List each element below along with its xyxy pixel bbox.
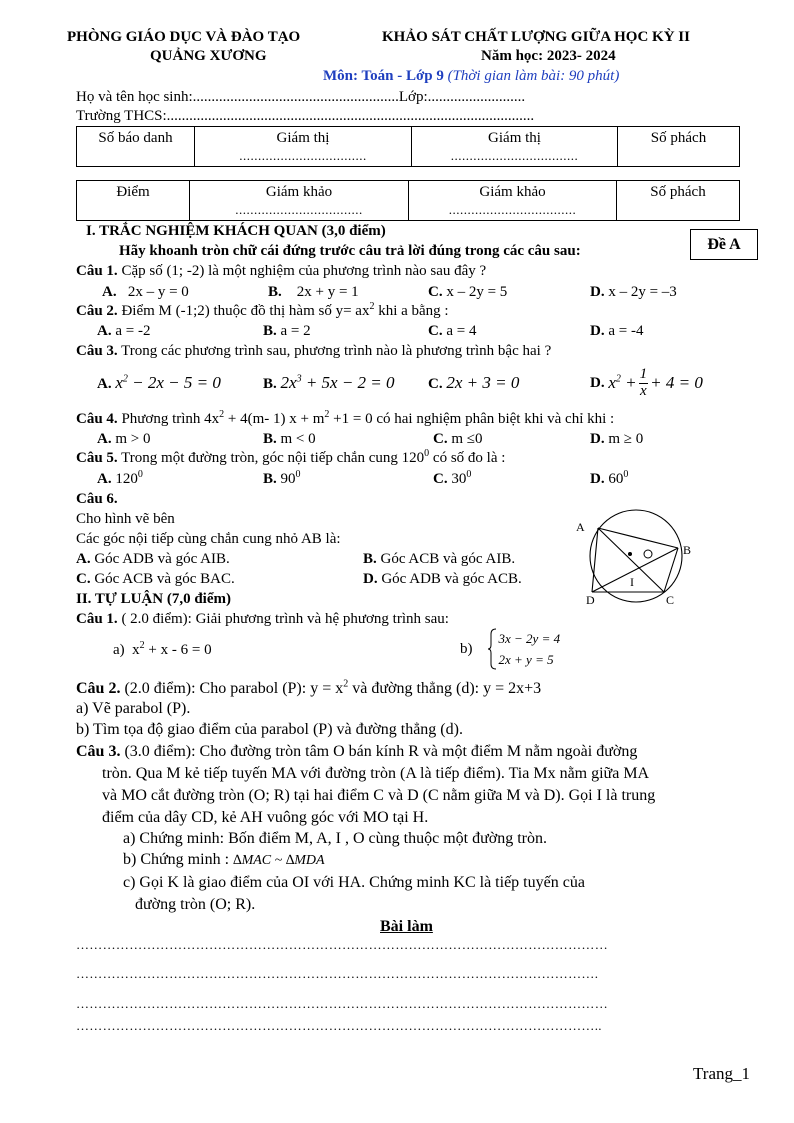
mc1-option-c: C. x – 2y = 5 <box>428 284 508 300</box>
mc3-option-d: D. $x^2$ + $\frac{1}{x}$ + 4 = 0 <box>590 365 703 399</box>
mc3-option-c: C. 2x + 3 = 0 <box>428 373 520 392</box>
essay2-part-a: a) Vẽ parabol (P). <box>76 700 191 717</box>
proctor-2-cell: Giám thị .................................. <box>412 127 618 167</box>
essay-question-3: Câu 3. (3.0 điểm): Cho đường tròn tâm O bán kính R và một điểm M nằm ngoài đường <box>76 743 638 760</box>
exam-title: KHẢO SÁT CHẤT LƯỢNG GIỮA HỌC KỲ II <box>382 29 690 45</box>
mc-question-5: Câu 5. Trong một đường tròn, góc nội tiếp chắn cung $120^0$ có số đo là : <box>76 448 506 466</box>
center-point <box>628 552 632 556</box>
system-brace <box>487 628 497 670</box>
essay3-line-2: tròn. Qua M kẻ tiếp tuyến MA với đường tròn (A là tiếp điểm). Tia Mx nằm giữa MA <box>102 765 650 782</box>
subject: Môn: Toán - Lớp 9 <box>323 68 444 84</box>
mc6-option-c: C. Góc ACB và góc BAC. <box>76 571 235 587</box>
mc4-option-a: A. m > 0 <box>97 431 151 447</box>
dept-name: PHÒNG GIÁO DỤC VÀ ĐÀO TẠO <box>67 29 301 45</box>
answer-line[interactable]: ………………………………………………………………………………………………………… <box>76 937 608 952</box>
school-line: Trường THCS:.................................................................................................. <box>76 108 535 124</box>
mc4-option-c: C. m ≤0 <box>433 431 483 447</box>
point-label-b: B <box>683 543 692 557</box>
essay3-part-c: c) Gọi K là giao điểm của OI với HA. Chứng minh KC là tiếp tuyến của <box>123 874 585 891</box>
point-label-a: A <box>576 520 585 534</box>
circle-figure <box>568 508 708 608</box>
mc5-option-c: C. $30^0$ <box>433 469 472 487</box>
subject-line <box>323 67 619 85</box>
mc6-text-1: Cho hình vẽ bên <box>76 511 175 527</box>
essay-question-2: Câu 2. (2.0 điểm): Cho parabol (P): $y = x^2$ và đường thẳng (d): y = 2x+3 <box>76 678 542 697</box>
point-label-i: I <box>630 575 634 589</box>
school-year: Năm học: 2023- 2024 <box>481 48 616 64</box>
point-label-d: D <box>586 593 595 607</box>
mc2-option-c: C. a = 4 <box>428 323 477 339</box>
student-name-line: Họ và tên học sinh:.......................................................Lớp:.......................... <box>76 89 526 105</box>
score-cell: Điểm <box>77 181 190 221</box>
part1-instruction: Hãy khoanh tròn chữ cái đứng trước câu trả lời đúng trong các câu sau: <box>119 243 581 259</box>
answer-line[interactable]: ………………………………………………………………………………………………………. <box>76 966 599 981</box>
essay-question-1: Câu 1. ( 2.0 điểm): Giải phương trình và hệ phương trình sau: <box>76 611 449 627</box>
candidate-number-cell: Số báo danh <box>77 127 195 167</box>
essay3-part-b: b) Chứng minh : ∆MAC ~ ∆MDA <box>123 851 325 868</box>
circle-outline <box>590 510 682 602</box>
mc1-option-a: A. 2x – y = 0 <box>102 284 189 300</box>
exam-code: Đề A <box>707 236 741 253</box>
serial-cell-2: Số phách <box>617 181 740 221</box>
examiner-1-cell: Giám khảo .................................. <box>190 181 409 221</box>
system-equation-1: 3x − 2y = 4 <box>498 631 561 646</box>
mc3-option-a: A. $x^2 - 2x - 5 = 0$ <box>97 373 221 392</box>
candidate-table <box>76 126 740 167</box>
center-ring <box>644 550 652 558</box>
part2-title: II. TỰ LUẬN (7,0 điểm) <box>76 591 232 607</box>
answer-title: Bài làm <box>380 918 433 935</box>
essay1-part-a: a) $x^2 + x - 6 = 0$ <box>113 640 212 658</box>
serial-cell-1: Số phách <box>618 127 740 167</box>
mc5-option-d: D. $60^0$ <box>590 469 629 487</box>
proctor-1-cell: Giám thị .................................. <box>195 127 412 167</box>
page-number: Trang_1 <box>693 1064 750 1083</box>
mc2-option-b: B. a = 2 <box>263 323 311 339</box>
essay3-part-a: a) Chứng minh: Bốn điểm M, A, I , O cùng thuộc một đường tròn. <box>123 830 547 847</box>
examiner-2-cell: Giám khảo .................................. <box>409 181 617 221</box>
part1-title: I. TRẮC NGHIỆM KHÁCH QUAN (3,0 điểm) <box>86 223 386 239</box>
essay3-line-4: điểm của dây CD, kẻ AH vuông góc với MO tại H. <box>102 809 429 826</box>
point-label-c: C <box>666 593 675 607</box>
essay2-part-b: b) Tìm tọa độ giao điểm của parabol (P) và đường thẳng (d). <box>76 721 463 738</box>
mc6-option-a: A. Góc ADB và góc AIB. <box>76 551 230 567</box>
mc-question-6-label: Câu 6. <box>76 491 118 507</box>
mc4-option-d: D. m ≥ 0 <box>590 431 644 447</box>
mc5-option-b: B. $90^0$ <box>263 469 301 487</box>
exam-code-box <box>690 229 758 260</box>
figure-segments <box>592 528 678 592</box>
essay3-line-3: và MO cắt đường tròn (O; R) tại hai điểm C và D (C nằm giữa M và D). Gọi I là trung <box>102 787 656 804</box>
mc-question-3: Câu 3. Trong các phương trình sau, phương trình nào là phương trình bậc hai ? <box>76 343 552 359</box>
mc-question-2: Câu 2. Điểm M (-1;2) thuộc đồ thị hàm số $y= ax^2$ khi a bằng : <box>76 301 449 319</box>
grading-table <box>76 180 740 221</box>
district-name: QUẢNG XƯƠNG <box>150 48 267 64</box>
answer-line[interactable]: ……………………………………………………………………………………………………….. <box>76 1018 602 1033</box>
mc1-option-b: B. 2x + y = 1 <box>268 284 359 300</box>
essay1-part-b: b) 3x − 2y = 4 2x + y = 5 <box>460 628 560 670</box>
mc-question-4: Câu 4. Phương trình $4x^2 + 4(m-$ 1) $x + m^2 +1 = 0$ có hai nghiệm phân biệt khi và chỉ khi : <box>76 409 615 427</box>
mc-question-1: Câu 1. Cặp số (1; -2) là một nghiệm của phương trình nào sau đây ? <box>76 263 487 279</box>
answer-line[interactable]: ………………………………………………………………………………………………………… <box>76 996 608 1011</box>
mc2-option-a: A. a = -2 <box>97 323 151 339</box>
mc5-option-a: A. $120^0$ <box>97 469 143 487</box>
essay3-part-c-cont: đường tròn (O; R). <box>135 896 256 913</box>
system-equation-2: 2x + y = 5 <box>498 652 554 667</box>
mc3-option-b: B. $2x^3 + 5x - 2 = 0$ <box>263 373 395 392</box>
mc2-option-d: D. a = -4 <box>590 323 644 339</box>
mc6-option-b: B. Góc ACB và góc AIB. <box>363 551 516 567</box>
mc4-option-b: B. m < 0 <box>263 431 316 447</box>
mc6-option-d: D. Góc ADB và góc ACB. <box>363 571 522 587</box>
mc6-text-2: Các góc nội tiếp cùng chắn cung nhỏ AB là: <box>76 531 341 547</box>
time-limit: (Thời gian làm bài: 90 phút) <box>447 68 620 84</box>
mc1-option-d: D. x – 2y = –3 <box>590 284 677 300</box>
